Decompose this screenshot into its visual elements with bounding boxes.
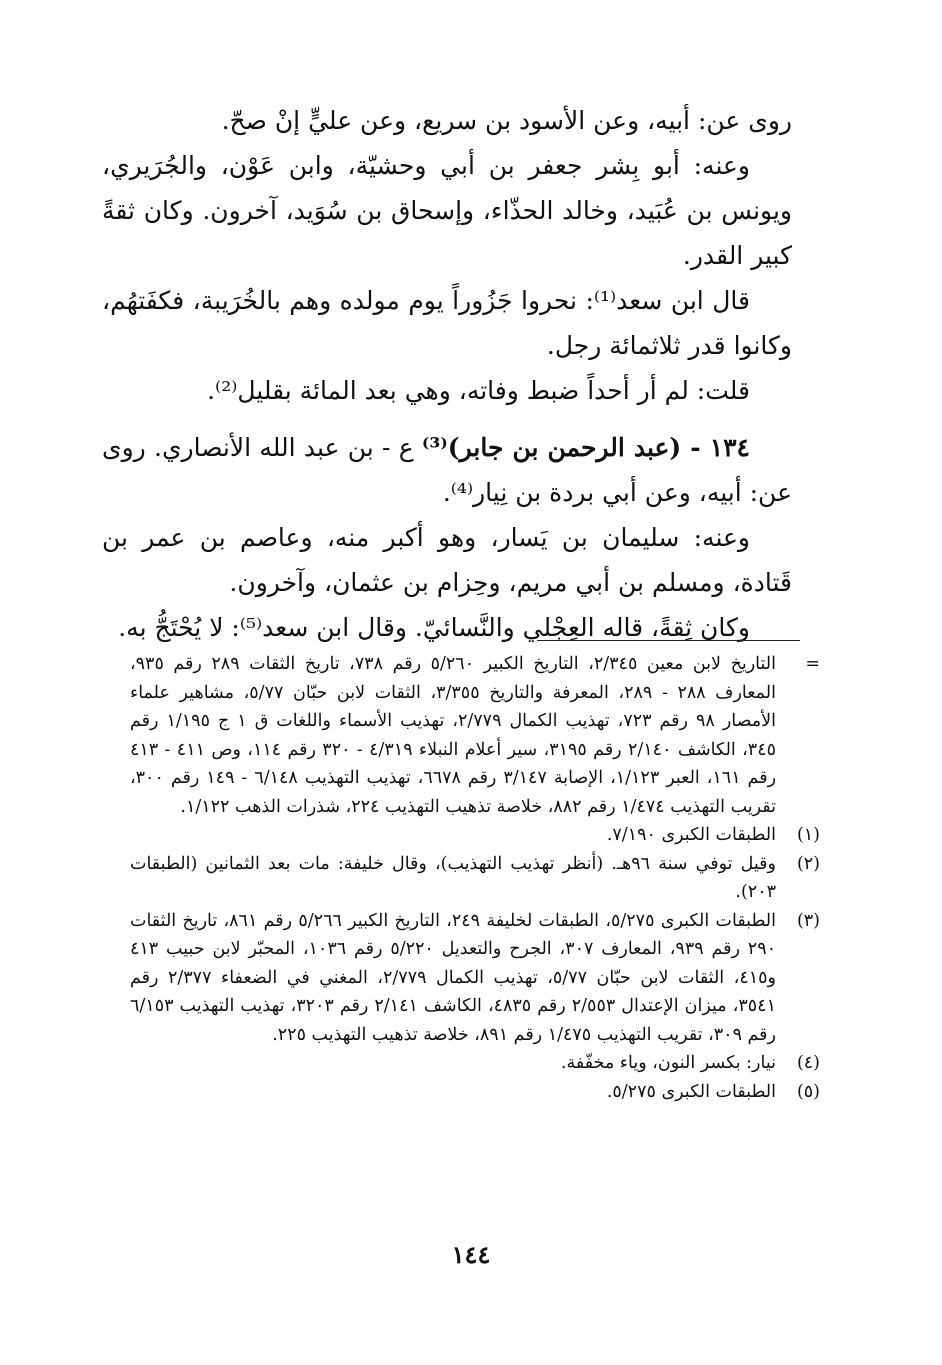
paragraph-narrators: وعنه: أبو بِشر جعفر بن أبي وحشيّة، وابن عَوْن، والجُرَيري، ويونس بن عُبَيد، وخالد الحذّاء، وإسحاق بن سُوَيد، آخرون. وكان ثقةً كبير القدر. [102,151,792,270]
footnote-marker: (٢) [796,853,820,874]
entry-text: ع - بن عبد الله الأنصاري. روى عن: أبيه، وعن أبي بردة بن نِيار⁽⁴⁾. [102,433,792,507]
footnote-text: الطبقات الكبرى ٧/١٩٠. [606,825,776,845]
footnote-marker: = [805,654,820,674]
page-number: ١٤٤ [451,1240,491,1269]
footnote-marker: (٥) [796,1081,820,1102]
footnote-3 [130,907,820,1050]
paragraph-narrated-from: روى عن: أبيه، وعن الأسود بن سريع، وعن عليٍّ إنْ صحّ. [221,106,792,135]
footnote-1 [130,821,820,850]
main-text [102,98,792,650]
entry-heading: ١٣٤ - (عبد الرحمن بن جابر)⁽³⁾ [421,433,750,462]
footnote-continued [130,650,820,821]
footnotes [130,650,820,1106]
footnote-text: الطبقات الكبرى ٥/٢٧٥، الطبقات لخليفة ٢٤٩، التاريخ الكبير ٥/٢٦٦ رقم ٨٦١، تاريخ الثقات ٢٩٠ رقم ٩٣٩، المعارف ٣٠٧، الجرح والتعديل ٥/٢٢٠ رقم ١٠٣٦، المحبّر لابن حبيب ٤١٣ و٤١٥، الثقات لابن حبّان ٥/٧٧، تهذيب الكمال ٢/٧٧٩، المغني في الضعفاء ٢/٣٧٧ رقم ٣٥٤١، ميزان الإعتدال ٢/٥٥٣ رقم ٤٨٣٥، الكاشف ٢/١٤١ رقم ٣٢٠٣، تهذيب التهذيب ٦/١٥٣ رقم ٣٠٩، تقريب التهذيب ١/٤٧٥ رقم ٨٩١، خلاصة تذهيب التهذيب ٢٢٥. [130,910,777,1045]
footnote-text: الطبقات الكبرى ٥/٢٧٥. [606,1081,776,1102]
footnote-separator [537,640,800,641]
footnote-5 [130,1078,820,1107]
footnote-4 [130,1049,820,1078]
footnote-text: التاريخ لابن معين ٢/٣٤٥، التاريخ الكبير ٥/٢٦٠ رقم ٧٣٨، تاريخ الثقات ٢٨٩ رقم ٩٣٥، المعارف ٢٨٨ - ٢٨٩، المعرفة والتاريخ ٣/٣٥٥، الثقات لابن حبّان ٥/٧٧، مشاهير علماء الأمصار ٩٨ رقم ٧٢٣، تهذيب الكمال ٢/٧٧٩، تهذيب الأسماء واللغات ق ١ ج ١/١٩٥ رقم ٣٤٥، الكاشف ٢/١٤٠ رقم ٣١٩٥، سير أعلام النبلاء ٤/٣١٩ - ٣٢٠ رقم ١١٤، وص ٤١١ - ٤١٣ رقم ١٦١، العبر ١/١٢٣، الإصابة ٣/١٤٧ رقم ٦٦٧٨، تهذيب التهذيب ٦/١٤٨ - ١٤٩ رقم ٣٠٠، تقريب التهذيب ١/٤٧٤ رقم ٨٨٢، خلاصة تذهيب التهذيب ٢٢٤، شذرات الذهب ١/١٢٢. [130,654,777,817]
entry-134 [102,425,792,515]
footnote-text: نيار: بكسر النون، وياء مخفّفة. [560,1053,776,1073]
footnote-marker: (١) [796,825,820,845]
paragraph-ibn-saad: قال ابن سعد⁽¹⁾: نحروا جَزُوراً يوم مولده وهم بالخُرَيبة، فكفَتهُم، وكانوا قدر ثلاثمائة رجل. [102,286,792,360]
footnote-marker: (٣) [796,910,820,931]
footnote-text: وقيل توفي سنة ٩٦هـ. (أنظر تهذيب التهذيب)، وقال خليفة: مات بعد الثمانين (الطبقات ٢٠٣). [130,853,776,902]
footnote-marker: (٤) [796,1053,820,1073]
footnote-2 [130,850,820,907]
paragraph-entry-narrators: وعنه: سليمان بن يَسار، وهو أكبر منه، وعاصم بن عمر بن قَتادة، ومسلم بن أبي مريم، وحِزام بن عثمان، وآخرون. [102,523,792,597]
paragraph-entry-grading: وكان ثِقةً، قاله العِجْلي والنَّسائيّ. وقال ابن سعد⁽⁵⁾: لا يُحْتَجُّ به. [118,613,750,642]
paragraph-author-note: قلت: لم أر أحداً ضبط وفاته، وهي بعد المائة بقليل⁽²⁾. [207,376,750,405]
